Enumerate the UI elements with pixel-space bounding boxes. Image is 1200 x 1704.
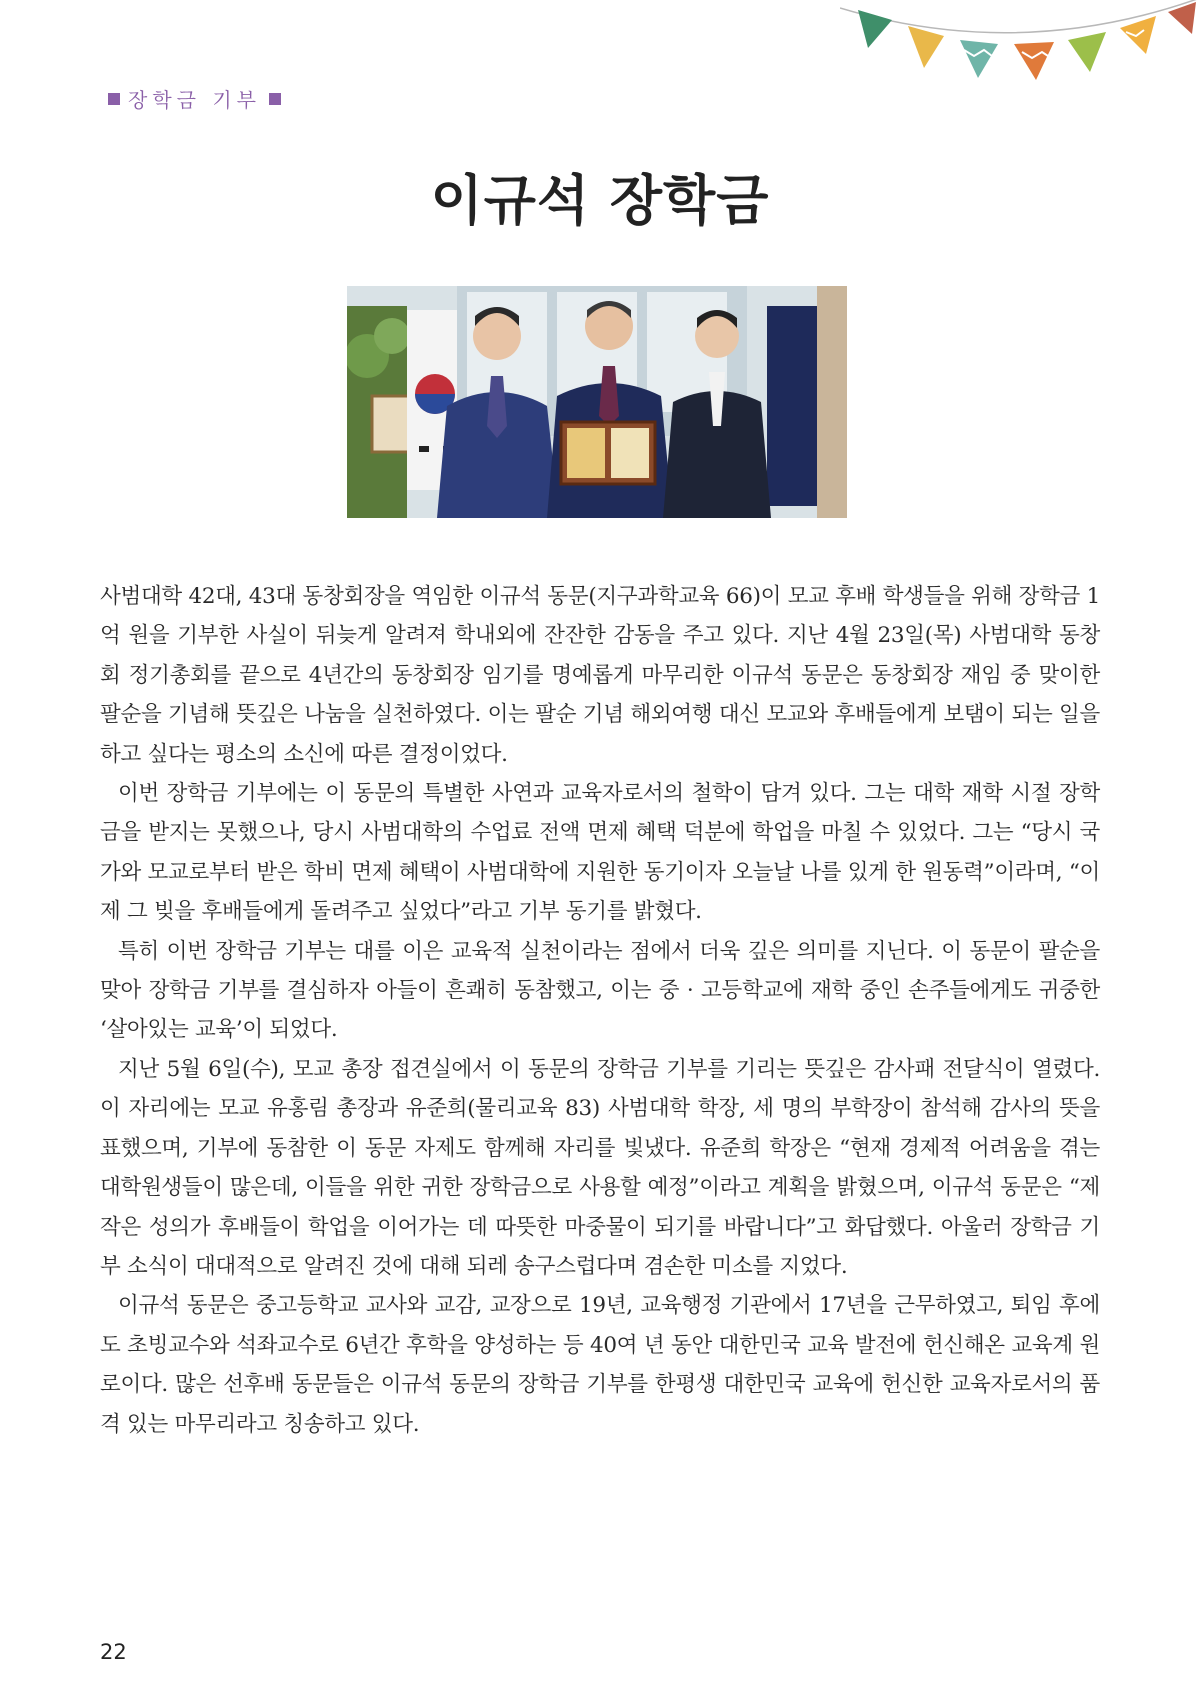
ceremony-photo-illustration	[347, 286, 847, 518]
article-paragraph: 이번 장학금 기부에는 이 동문의 특별한 사연과 교육자로서의 철학이 담겨 있다. 그는 대학 재학 시절 장학금을 받지는 못했으나, 당시 사범대학의 수업료 전액 면제 혜택 덕분에 학업을 마칠 수 있었다. 그는 “당시 국가와 모교로부터 받은 학비 면제 혜택이 사범대학에 지원한 동기이자 오늘날 나를 있게 한 원동력”이라며, “이제 그 빚을 후배들에게 돌려주고 싶었다”라고 기부 동기를 밝혔다.	[100, 781, 1100, 925]
ceremony-photo	[347, 286, 847, 518]
section-label-text: 장학금 기부	[128, 88, 261, 112]
article-title: 이규석 장학금	[430, 169, 770, 232]
article-body	[100, 577, 1100, 1444]
article-paragraph: 지난 5월 6일(수), 모교 총장 접견실에서 이 동문의 장학금 기부를 기리는 뜻깊은 감사패 전달식이 열렸다. 이 자리에는 모교 유홍림 총장과 유준희(물리교육 83) 사범대학 학장, 세 명의 부학장이 참석해 감사의 뜻을 표했으며, 기부에 동참한 이 동문 자제도 함께해 자리를 빛냈다. 유준희 학장은 “현재 경제적 어려움을 겪는 대학원생들이 많은데, 이들을 위한 귀한 장학금으로 사용할 예정”이라고 계획을 밝혔으며, 이규석 동문은 “제 작은 성의가 후배들이 학업을 이어가는 데 따뜻한 마중물이 되기를 바랍니다”고 화답했다. 아울러 장학금 기부 소식이 대대적으로 알려진 것에 대해 되레 송구스럽다며 겸손한 미소를 지었다.	[100, 1056, 1100, 1279]
section-label	[100, 84, 289, 113]
square-bullet-icon	[108, 93, 120, 105]
square-bullet-icon	[269, 93, 281, 105]
article-paragraph: 특히 이번 장학금 기부는 대를 이은 교육적 실천이라는 점에서 더욱 깊은 의미를 지닌다. 이 동문이 팔순을 맞아 장학금 기부를 결심하자 아들이 흔쾌히 동참했고, 이는 중 · 고등학교에 재학 중인 손주들에게도 귀중한 ‘살아있는 교육’이 되었다.	[100, 938, 1100, 1043]
party-bunting-icon	[840, 0, 1200, 100]
page-number: 22	[100, 1640, 127, 1664]
article-paragraph: 이규석 동문은 중고등학교 교사와 교감, 교장으로 19년, 교육행정 기관에서 17년을 근무하였고, 퇴임 후에도 초빙교수와 석좌교수로 6년간 후학을 양성하는 등 40여 년 동안 대한민국 교육 발전에 헌신해온 교육계 원로이다. 많은 선후배 동문들은 이규석 동문의 장학금 기부를 한평생 대한민국 교육에 헌신한 교육자로서의 품격 있는 마무리라고 칭송하고 있다.	[100, 1293, 1100, 1437]
article-paragraph: 사범대학 42대, 43대 동창회장을 역임한 이규석 동문(지구과학교육 66)이 모교 후배 학생들을 위해 장학금 1억 원을 기부한 사실이 뒤늦게 알려져 학내외에 잔잔한 감동을 주고 있다. 지난 4월 23일(목) 사범대학 동창회 정기총회를 끝으로 4년간의 동창회장 임기를 명예롭게 마무리한 이규석 동문은 동창회장 재임 중 맞이한 팔순을 기념해 뜻깊은 나눔을 실천하였다. 이는 팔순 기념 해외여행 대신 모교와 후배들에게 보탬이 되는 일을 하고 싶다는 평소의 소신에 따른 결정이었다.	[100, 584, 1100, 767]
